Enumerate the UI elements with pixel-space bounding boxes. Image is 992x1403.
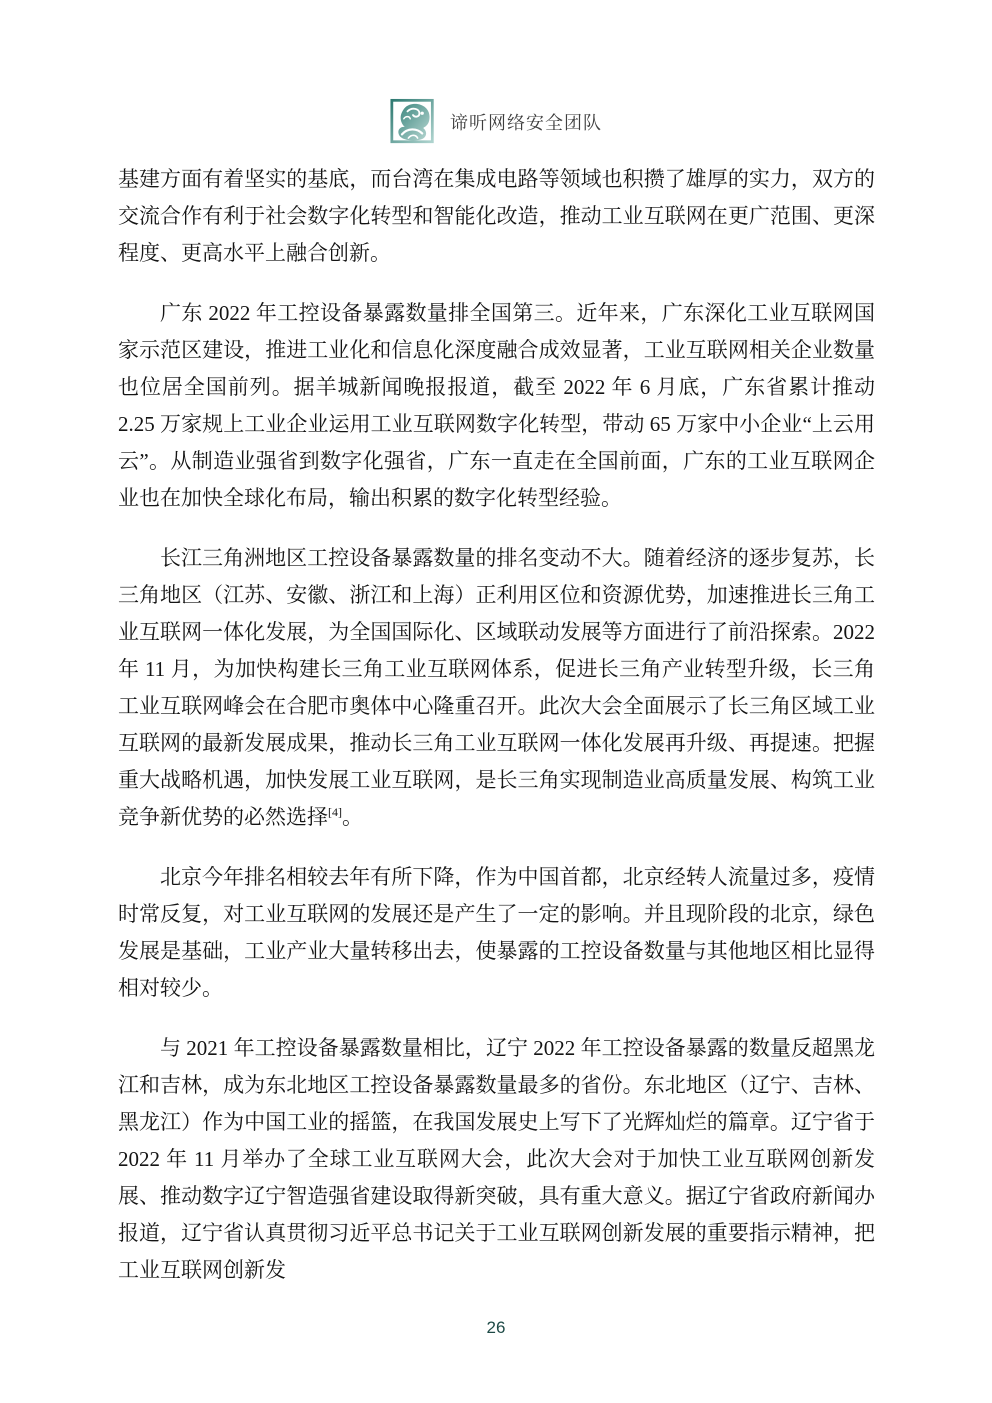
diting-seal-logo-icon xyxy=(390,96,436,147)
paragraph-liaoning: 与 2021 年工控设备暴露数量相比，辽宁 2022 年工控设备暴露的数量反超黑龙江和吉林，成为东北地区工控设备暴露数量最多的省份。东北地区（辽宁、吉林、黑龙江）作为中国工业的摇篮，在我国发展史上写下了光辉灿烂的篇章。辽宁省于 2022 年 11 月举办了全球工业互联网大会，此次大会对于加快工业互联网创新发展、推动数字辽宁智造强省建设取得新突破，具有重大意义。据辽宁省政府新闻办报道，辽宁省认真贯彻习近平总书记关于工业互联网创新发展的重要指示精神，把工业互联网创新发 xyxy=(118,1036,875,1282)
document-footer xyxy=(0,1318,992,1338)
paragraph-guangdong: 广东 2022 年工控设备暴露数量排全国第三。近年来，广东深化工业互联网国家示范区建设，推进工业化和信息化深度融合成效显著，工业互联网相关企业数量也位居全国前列。据羊城新闻晚报报道，截至 2022 年 6 月底，广东省累计推动 2.25 万家规上工业企业运用工业互联网数字化转型，带动 65 万家中小企业“上云用云”。从制造业强省到数字化强省，广东一直走在全国前面，广东的工业互联网企业也在加快全球化布局，输出积累的数字化转型经验。 xyxy=(118,301,875,510)
paragraph-text: 长江三角洲地区工控设备暴露数量的排名变动不大。随着经济的逐步复苏，长三角地区（江苏、安徽、浙江和上海）正利用区位和资源优势，加速推进长三角工业互联网一体化发展，为全国国际化、区域联动发展等方面进行了前沿探索。2022 年 11 月，为加快构建长三角工业互联网体系，促进长三角产业转型升级，长三角工业互联网峰会在合肥市奥体中心隆重召开。此次大会全面展示了长三角区域工业互联网的最新发展成果，推动长三角工业互联网一体化发展再升级、再提速。把握重大战略机遇，加快发展工业互联网，是长三角实现制造业高质量发展、构筑工业竞争新优势的必然选择 xyxy=(118,546,875,829)
document-header xyxy=(0,96,992,147)
page-number: 26 xyxy=(486,1318,506,1337)
paragraph-taiwan-cooperation: 基建方面有着坚实的基底，而台湾在集成电路等领域也积攒了雄厚的实力，双方的交流合作有利于社会数字化转型和智能化改造，推动工业互联网在更广范围、更深程度、更高水平上融合创新。 xyxy=(118,167,875,265)
document-body xyxy=(118,161,875,1312)
paragraph-yangtze-delta xyxy=(118,540,875,836)
paragraph-text-after-footnote: 。 xyxy=(342,805,363,829)
footnote-reference-4: [4] xyxy=(328,805,342,819)
paragraph-beijing: 北京今年排名相较去年有所下降，作为中国首都，北京经转人流量过多，疫情时常反复，对工业互联网的发展还是产生了一定的影响。并且现阶段的北京，绿色发展是基础，工业产业大量转移出去，使暴露的工控设备数量与其他地区相比显得相对较少。 xyxy=(118,865,875,1000)
team-name-label: 谛听网络安全团队 xyxy=(450,112,602,133)
